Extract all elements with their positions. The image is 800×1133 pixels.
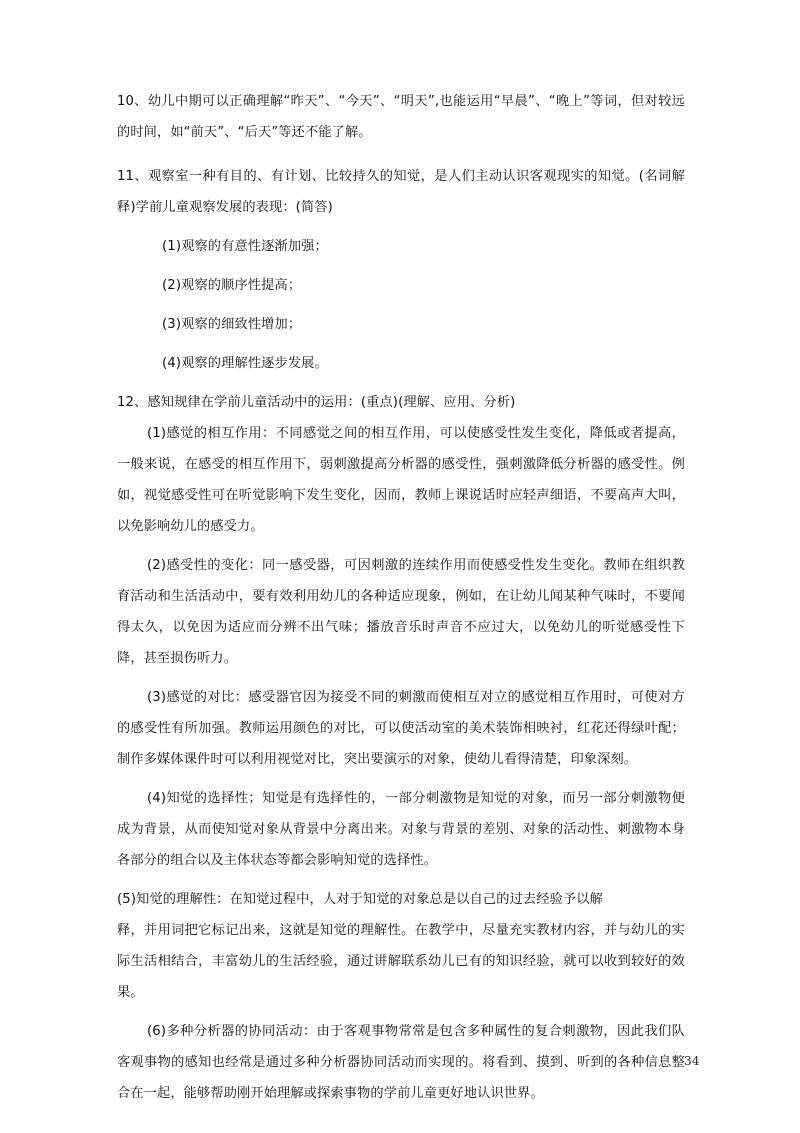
list-item-12-sub-3: (3)感觉的对比：感受器官因为接受不同的刺激而使相互对立的感觉相互作用时，可使对方的感受性有所加强。教师运用颜色的对比，可以使活动室的美术装饰相映衬，红花还得绿叶配；制作多媒体课件时可以利用视觉对比，突出要演示的对象，使幼儿看得清楚，印象深刻。: [117, 690, 685, 767]
list-item-12-sub-6: (6)多种分析器的协同活动：由于客观事物常常是包含多种属性的复合刺激物，因此我们队客观事物的感知也经常是通过多种分析器协同活动而实现的。将看到、摸到、听到的各种信息整合在一起，能够帮助刚开始理解或探索事物的学前儿童更好地认识世界。: [117, 1024, 685, 1101]
block-spacer: [117, 542, 685, 550]
block-spacer: [117, 301, 685, 309]
block-spacer: [117, 674, 685, 682]
block-spacer: [117, 876, 685, 884]
block-spacer: [117, 148, 685, 161]
block-spacer: [117, 1008, 685, 1016]
list-item-11-sub-3: (3)观察的细致性增加；: [162, 317, 302, 332]
list-item-12-sub-2: (2)感受性的变化：同一感受器，可因刺激的连续作用而使感受性发生变化。教师在组织教育活动和生活活动中，要有效利用幼儿的各种适应现象，例如，在让幼儿闻某种气味时，不要闻得太久，以免因为适应而分辨不出气味；播放音乐时声音不应过大，以免幼儿的听觉感受性下降，甚至损伤听力。: [117, 558, 685, 666]
list-item-11-sub-2: (2)观察的顺序性提高；: [162, 278, 302, 293]
list-item-12-sub-1: (1)感觉的相互作用：不同感觉之间的相互作用，可以使感受性发生变化，降低或者提高，一般来说，在感受的相互作用下，弱刺激提高分析器的感受性，强刺激降低分析器的感受性。例如，视觉感受性可在听觉影响下发生变化，因而，教师上课说话时应轻声细语，不要高声大叫，以免影响幼儿的感受力。: [117, 426, 685, 534]
list-item-11-sub-4: (4)观察的理解性逐步发展。: [162, 356, 328, 371]
block-spacer: [117, 379, 685, 387]
block-spacer: [117, 262, 685, 270]
list-item-12-sub-5-line-1: (5)知觉的理解性：在知觉过程中，人对于知觉的对象总是以自己的过去经验予以解: [117, 892, 603, 907]
document-body-text: [117, 86, 685, 1109]
list-item-12-sub-5-line-2: 释，并用词把它标记出来，这就是知觉的理解性。在教学中，尽量充实教材内容，并与幼儿的实际生活相结合，丰富幼儿的生活经验，通过讲解联系幼儿已有的知识经验，就可以收到较好的效果。: [117, 923, 685, 1000]
list-item-11-sub-1: (1)观察的有意性逐渐加强；: [162, 239, 328, 254]
block-spacer: [117, 340, 685, 348]
list-item-10: 10、幼儿中期可以正确理解“昨天”、“今天”、“明天”,也能运用“早晨”、“晚上”等词，但对较远的时间，如“前天”、“后天”等还不能了解。: [117, 94, 685, 140]
block-spacer: [117, 223, 685, 231]
list-item-12-sub-4: (4)知觉的选择性；知觉是有选择性的，一部分刺激物是知觉的对象，而另一部分刺激物便成为背景，从而使知觉对象从背景中分离出来。对象与背景的差别、对象的活动性、刺激物本身各部分的组合以及主体状态等都会影响知觉的选择性。: [117, 791, 685, 868]
list-item-11: 11、观察室一种有目的、有计划、比较持久的知觉，是人们主动认识客观现实的知觉。(名词解释)学前儿童观察发展的表现：(简答): [117, 169, 685, 215]
block-spacer: [117, 775, 685, 783]
list-item-12: 12、感知规律在学前儿童活动中的运用：(重点)(理解、应用、分析): [117, 395, 516, 410]
page-number: 34: [684, 1054, 700, 1068]
